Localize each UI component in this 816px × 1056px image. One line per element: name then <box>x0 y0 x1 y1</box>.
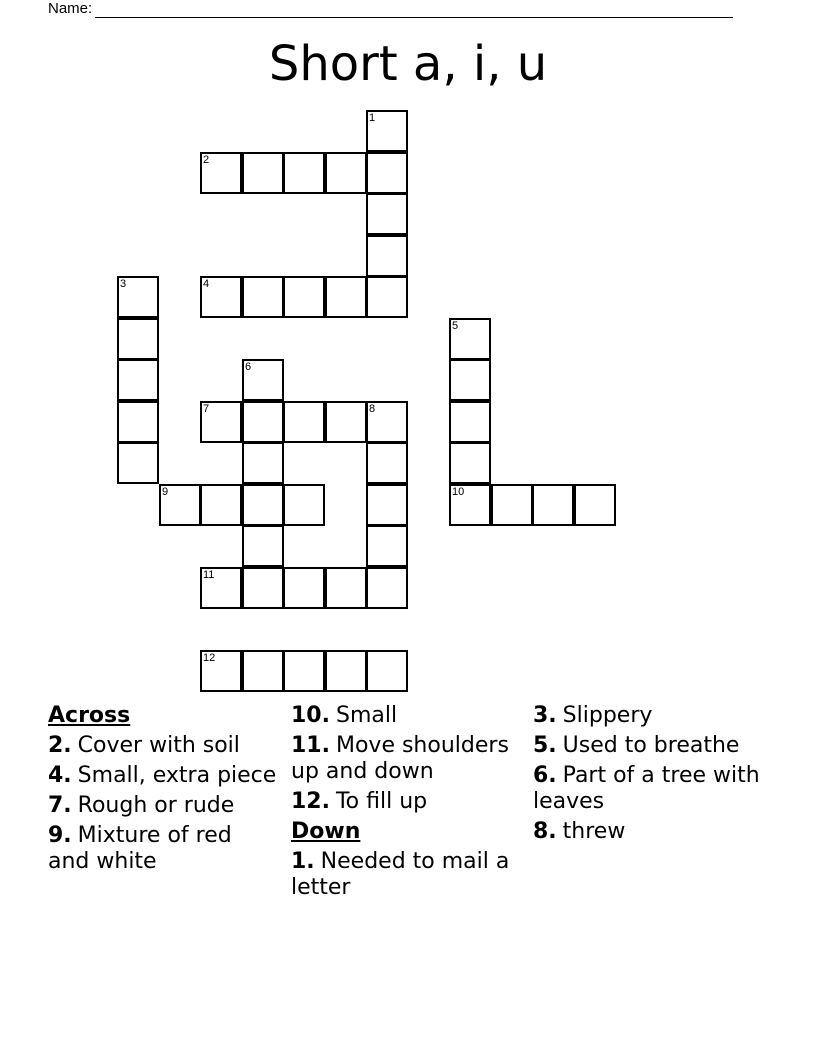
grid-cell[interactable] <box>242 525 284 567</box>
grid-cell[interactable] <box>366 193 408 235</box>
clue-item-number: 3. <box>533 703 557 728</box>
clue-item <box>48 823 280 875</box>
clue-item <box>533 703 763 729</box>
grid-cell[interactable] <box>117 276 159 318</box>
grid-cell[interactable] <box>283 152 325 194</box>
clue-item <box>533 733 763 759</box>
clues-column-1 <box>48 703 280 879</box>
clue-number: 8 <box>369 403 376 415</box>
grid-cell[interactable] <box>366 442 408 484</box>
grid-cell[interactable] <box>242 401 284 443</box>
grid-cell[interactable] <box>159 484 201 526</box>
clue-item <box>48 733 280 759</box>
grid-cell[interactable] <box>200 567 242 609</box>
grid-cell[interactable] <box>242 152 284 194</box>
name-label: Name: <box>48 0 93 17</box>
grid-cell[interactable] <box>532 484 574 526</box>
clue-item-text: Move shoulders up and down <box>291 733 509 784</box>
clue-item-number: 4. <box>48 763 72 788</box>
grid-cell[interactable] <box>366 567 408 609</box>
grid-cell[interactable] <box>117 401 159 443</box>
grid-cell[interactable] <box>449 318 491 360</box>
grid-cell[interactable] <box>283 401 325 443</box>
clue-number: 11 <box>203 569 215 581</box>
clue-item-number: 6. <box>533 763 557 788</box>
grid-cell[interactable] <box>449 401 491 443</box>
grid-cell[interactable] <box>283 276 325 318</box>
clue-number: 5 <box>452 320 459 332</box>
grid-cell[interactable] <box>325 401 367 443</box>
grid-cell[interactable] <box>283 567 325 609</box>
clue-item-text: Mixture of red and white <box>48 823 232 874</box>
clue-item-text: Part of a tree with leaves <box>533 763 760 814</box>
grid-cell[interactable] <box>366 650 408 692</box>
grid-cell[interactable] <box>574 484 616 526</box>
grid-cell[interactable] <box>200 484 242 526</box>
grid-cell[interactable] <box>366 110 408 152</box>
clue-item-text: To fill up <box>335 789 428 814</box>
clue-item-number: 8. <box>533 819 557 844</box>
clue-item-number: 2. <box>48 733 72 758</box>
grid-cell[interactable] <box>449 359 491 401</box>
clue-item <box>533 763 763 815</box>
clue-item <box>291 733 516 785</box>
grid-cell[interactable] <box>366 401 408 443</box>
across-heading: Across <box>48 703 131 728</box>
grid-cell[interactable] <box>325 567 367 609</box>
clue-item-text: Small <box>335 703 398 728</box>
clue-item-text: threw <box>562 819 626 844</box>
clue-item <box>48 793 280 819</box>
grid-cell[interactable] <box>200 401 242 443</box>
clue-number: 2 <box>203 154 210 166</box>
grid-cell[interactable] <box>242 484 284 526</box>
grid-cell[interactable] <box>366 484 408 526</box>
grid-cell[interactable] <box>366 525 408 567</box>
grid-cell[interactable] <box>325 650 367 692</box>
clue-item-number: 7. <box>48 793 72 818</box>
clues-column-3 <box>533 703 763 849</box>
grid-cell[interactable] <box>366 235 408 277</box>
page-title: Short a, i, u <box>268 36 548 92</box>
grid-cell[interactable] <box>200 650 242 692</box>
grid-cell[interactable] <box>242 442 284 484</box>
grid-cell[interactable] <box>366 276 408 318</box>
grid-cell[interactable] <box>242 276 284 318</box>
clue-item <box>533 819 763 845</box>
clue-item-number: 10. <box>291 703 330 728</box>
grid-cell[interactable] <box>242 567 284 609</box>
clue-item <box>48 763 280 789</box>
clue-item-number: 5. <box>533 733 557 758</box>
grid-cell[interactable] <box>117 442 159 484</box>
grid-cell[interactable] <box>449 484 491 526</box>
grid-cell[interactable] <box>200 152 242 194</box>
clue-number: 4 <box>203 278 210 290</box>
grid-cell[interactable] <box>283 650 325 692</box>
grid-cell[interactable] <box>325 276 367 318</box>
clues-column-2 <box>291 703 516 905</box>
clue-item-text: Small, extra piece <box>77 763 277 788</box>
clue-number: 9 <box>162 486 169 498</box>
clue-number: 10 <box>452 486 465 498</box>
clue-item <box>291 849 516 901</box>
grid-cell[interactable] <box>242 650 284 692</box>
grid-cell[interactable] <box>325 152 367 194</box>
clue-item-number: 1. <box>291 849 315 874</box>
grid-cell[interactable] <box>491 484 533 526</box>
clue-number: 1 <box>369 112 376 124</box>
clue-item-text: Slippery <box>562 703 653 728</box>
grid-cell[interactable] <box>117 318 159 360</box>
clue-item-text: Needed to mail a letter <box>291 849 510 900</box>
clue-item <box>291 703 516 729</box>
clue-number: 3 <box>120 278 127 290</box>
clue-item <box>291 789 516 815</box>
clue-number: 6 <box>245 361 252 373</box>
grid-cell[interactable] <box>283 484 325 526</box>
clue-item-text: Rough or rude <box>77 793 235 818</box>
grid-cell[interactable] <box>200 276 242 318</box>
clue-number: 7 <box>203 403 210 415</box>
clue-item-number: 9. <box>48 823 72 848</box>
clue-item-number: 11. <box>291 733 330 758</box>
grid-cell[interactable] <box>449 442 491 484</box>
clue-item-text: Cover with soil <box>77 733 240 758</box>
grid-cell[interactable] <box>117 359 159 401</box>
grid-cell[interactable] <box>366 152 408 194</box>
down-heading: Down <box>291 819 361 844</box>
clue-number: 12 <box>203 652 216 664</box>
clue-item-text: Used to breathe <box>562 733 740 758</box>
clue-item-number: 12. <box>291 789 330 814</box>
grid-cell[interactable] <box>242 359 284 401</box>
